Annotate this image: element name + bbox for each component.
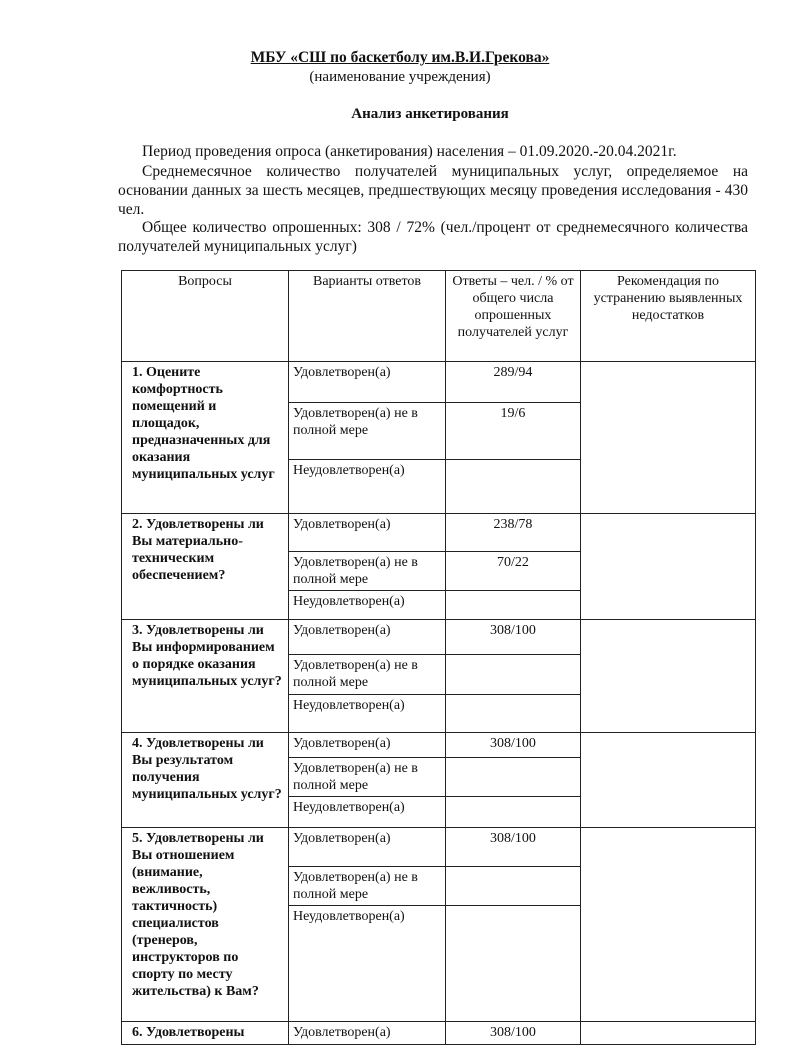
table-row: [122, 733, 756, 758]
document-title: Анализ анкетирования: [351, 106, 509, 122]
organization-name: МБУ «СШ по баскетболу им.В.И.Грекова»: [250, 49, 550, 66]
question-cell: 3. Удовлетворены ли Вы информированием о порядке оказания муниципальных услуг?: [122, 620, 289, 733]
answer-count-cell: [446, 758, 581, 797]
answer-option-cell: Удовлетворен(а) не в полной мере: [289, 867, 446, 906]
answer-count-cell: 238/78: [446, 514, 581, 552]
answer-count-cell: [446, 460, 581, 514]
answer-option-cell: Удовлетворен(а) не в полной мере: [289, 403, 446, 460]
survey-table: [121, 270, 756, 1045]
answer-count-cell: [446, 695, 581, 733]
answer-option-cell: Удовлетворен(а): [289, 1022, 446, 1045]
answer-count-cell: 19/6: [446, 403, 581, 460]
answer-count-cell: 308/100: [446, 828, 581, 867]
recommendation-cell: [581, 620, 756, 733]
answer-option-cell: Неудовлетворен(а): [289, 460, 446, 514]
answer-option-cell: Неудовлетворен(а): [289, 591, 446, 620]
answer-option-cell: Удовлетворен(а): [289, 362, 446, 403]
recommendation-cell: [581, 362, 756, 514]
table-row: [122, 362, 756, 403]
header-questions: Вопросы: [122, 271, 289, 362]
answer-count-cell: 308/100: [446, 620, 581, 655]
table-row: [122, 828, 756, 867]
question-cell: 2. Удовлетворены ли Вы материально-техническим обеспечением?: [122, 514, 289, 620]
answer-count-cell: [446, 867, 581, 906]
recommendation-cell: [581, 1022, 756, 1045]
table-header-row: [122, 271, 756, 362]
answer-option-cell: Неудовлетворен(а): [289, 906, 446, 1022]
question-cell: 1. Оцените комфортность помещений и площадок, предназначенных для оказания муниципальных услуг: [122, 362, 289, 514]
header-options: Варианты ответов: [289, 271, 446, 362]
answer-count-cell: [446, 591, 581, 620]
recommendation-cell: [581, 828, 756, 1022]
total-respondents: Общее количество опрошенных: 308 / 72% (чел./процент от среднемесячного количества получателей муниципальных услуг): [118, 219, 748, 255]
question-cell: 4. Удовлетворены ли Вы результатом получения муниципальных услуг?: [122, 733, 289, 828]
header-answers: Ответы – чел. / % от общего числа опрошенных получателей услуг: [446, 271, 581, 362]
answer-count-cell: [446, 655, 581, 695]
answer-option-cell: Удовлетворен(а) не в полной мере: [289, 758, 446, 797]
table-row: [122, 514, 756, 552]
question-cell: 5. Удовлетворены ли Вы отношением (внимание, вежливость, тактичность) специалистов (тренеров, инструкторов по спорту по месту жительства) к Вам?: [122, 828, 289, 1022]
answer-option-cell: Удовлетворен(а): [289, 620, 446, 655]
answer-option-cell: Удовлетворен(а): [289, 733, 446, 758]
organization-caption: (наименование учреждения): [309, 69, 491, 85]
survey-period: Период проведения опроса (анкетирования) населения – 01.09.2020.-20.04.2021г.: [142, 143, 677, 160]
answer-count-cell: [446, 906, 581, 1022]
average-recipients: Среднемесячное количество получателей муниципальных услуг, определяемое на основании данных за шесть месяцев, предшествующих месяцу проведения исследования - 430 чел.: [118, 163, 748, 218]
answer-count-cell: [446, 797, 581, 828]
recommendation-cell: [581, 514, 756, 620]
answer-count-cell: 70/22: [446, 552, 581, 591]
question-cell: 6. Удовлетворены: [122, 1022, 289, 1045]
header-recommendation: Рекомендация по устранению выявленных недостатков: [581, 271, 756, 362]
answer-count-cell: 308/100: [446, 733, 581, 758]
answer-option-cell: Удовлетворен(а) не в полной мере: [289, 655, 446, 695]
answer-option-cell: Удовлетворен(а) не в полной мере: [289, 552, 446, 591]
table-row: [122, 620, 756, 655]
answer-option-cell: Неудовлетворен(а): [289, 797, 446, 828]
recommendation-cell: [581, 733, 756, 828]
answer-option-cell: Неудовлетворен(а): [289, 695, 446, 733]
table-row: [122, 1022, 756, 1045]
answer-option-cell: Удовлетворен(а): [289, 514, 446, 552]
answer-count-cell: 308/100: [446, 1022, 581, 1045]
answer-option-cell: Удовлетворен(а): [289, 828, 446, 867]
answer-count-cell: 289/94: [446, 362, 581, 403]
survey-table-body: [122, 362, 756, 1045]
